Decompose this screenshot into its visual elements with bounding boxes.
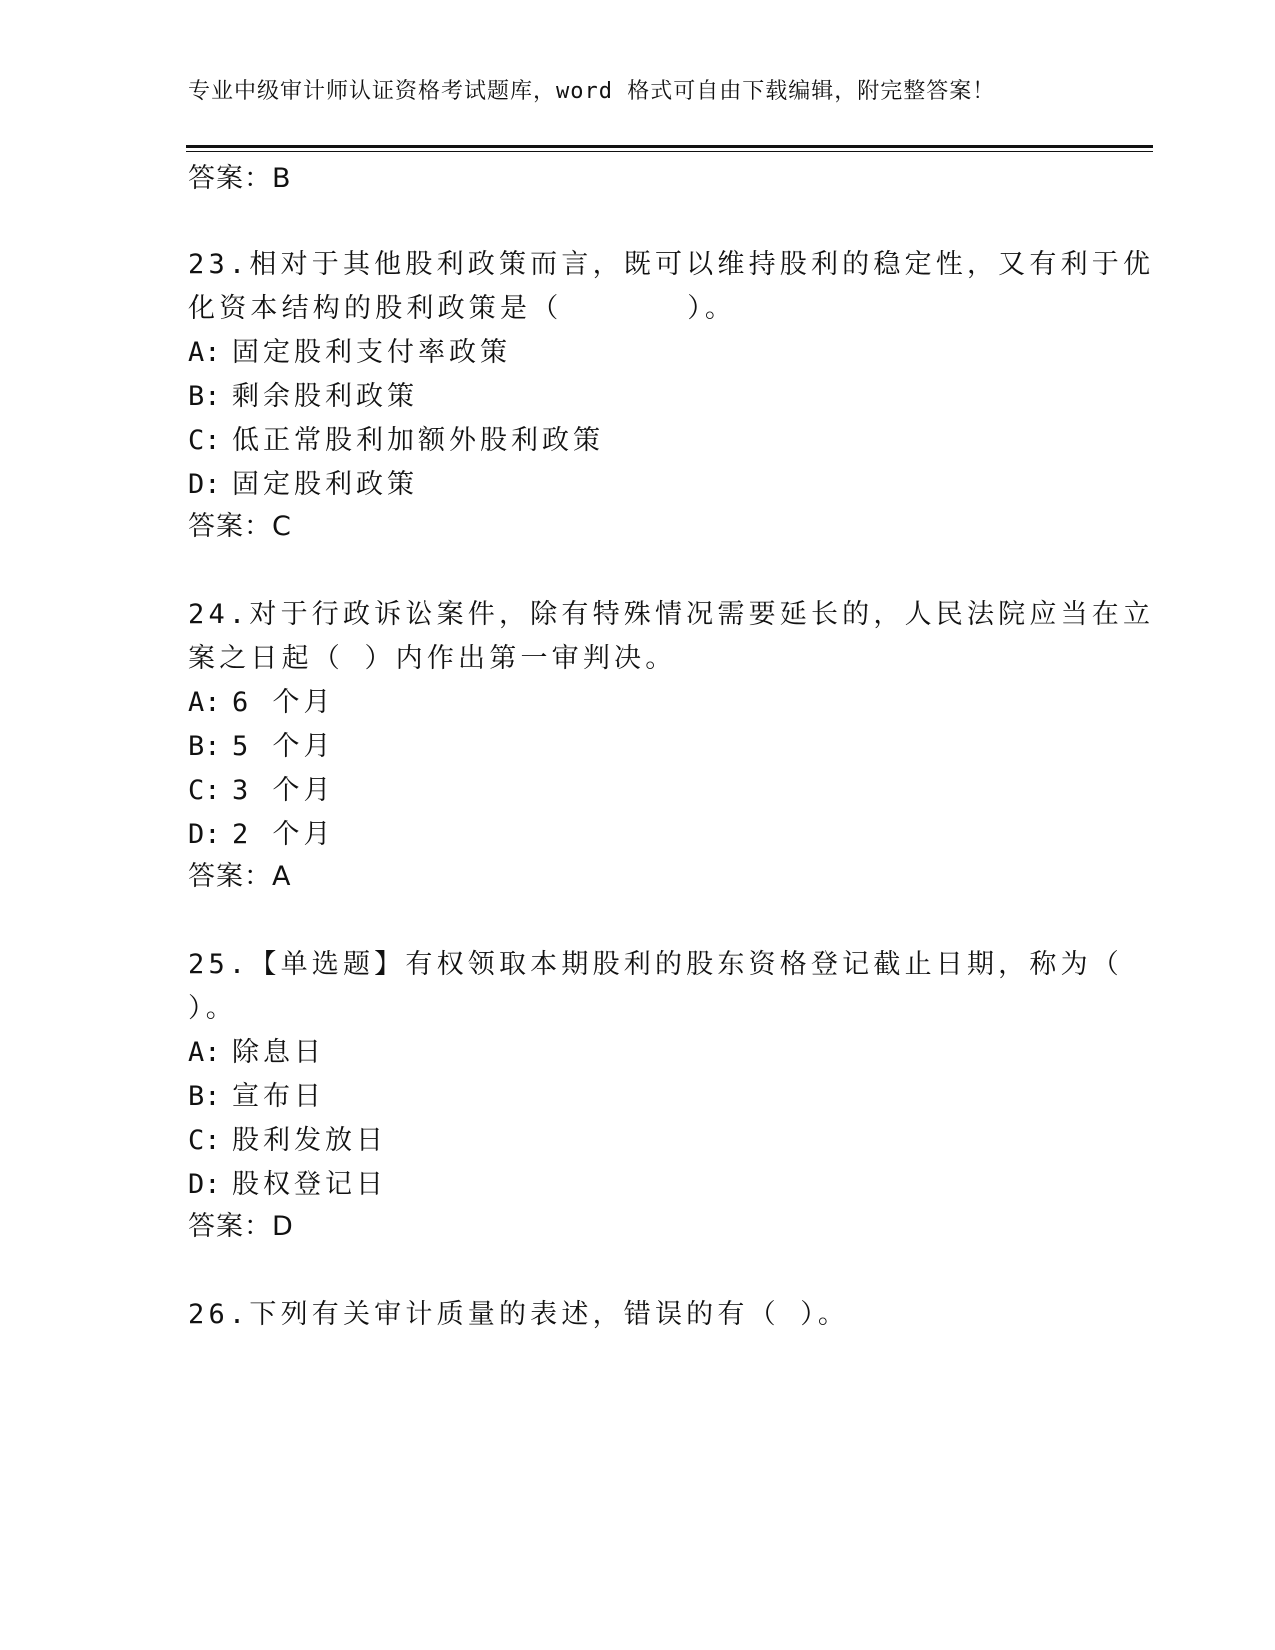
option-label: A: (188, 687, 221, 718)
option-label: B: (188, 731, 221, 762)
option-label: B: (188, 381, 221, 412)
question-23-answer: 答案：C (188, 511, 292, 542)
question-25-answer: 答案：D (188, 1211, 294, 1242)
question-23-line-2: 化资本结构的股利政策是（ ）。 (188, 293, 737, 324)
question-25-option-b (188, 1074, 325, 1113)
question-24-option-a (188, 680, 335, 719)
option-text: 2 个月 (232, 819, 335, 850)
option-label: A: (188, 1037, 221, 1068)
option-label: C: (188, 775, 221, 806)
question-23-option-c (188, 418, 604, 457)
answer-prev: 答案：B (188, 163, 292, 194)
question-23-option-b (188, 374, 418, 413)
option-text: 除息日 (232, 1037, 325, 1068)
header-rule-thick (186, 145, 1153, 148)
option-text: 3 个月 (232, 775, 335, 806)
option-text: 6 个月 (232, 687, 335, 718)
option-label: C: (188, 425, 221, 456)
option-text: 固定股利支付率政策 (232, 337, 511, 368)
question-25-option-c (188, 1118, 387, 1157)
question-26-line-1: 26.下列有关审计质量的表述，错误的有（ ）。 (188, 1299, 850, 1330)
question-24-option-b (188, 724, 335, 763)
option-label: C: (188, 1125, 221, 1156)
option-text: 股权登记日 (232, 1169, 387, 1200)
option-text: 低正常股利加额外股利政策 (232, 425, 604, 456)
option-text: 5 个月 (232, 731, 335, 762)
option-text: 固定股利政策 (232, 469, 418, 500)
question-24-answer: 答案：A (188, 861, 292, 892)
question-23-line-1: 23.相对于其他股利政策而言，既可以维持股利的稳定性，又有利于优 (188, 249, 1155, 280)
question-23-option-a (188, 330, 511, 369)
question-24-option-d (188, 812, 335, 851)
question-25-option-a (188, 1030, 325, 1069)
option-label: D: (188, 1169, 221, 1200)
option-text: 股利发放日 (232, 1125, 387, 1156)
option-text: 剩余股利政策 (232, 381, 418, 412)
question-25-option-d (188, 1162, 387, 1201)
question-24-line-2: 案之日起（ ）内作出第一审判决。 (188, 643, 677, 674)
header-rule-thin (186, 151, 1153, 152)
option-label: D: (188, 819, 221, 850)
page-header: 专业中级审计师认证资格考试题库，word 格式可自由下载编辑，附完整答案！ (188, 79, 996, 104)
option-label: D: (188, 469, 221, 500)
question-25-line-1: 25.【单选题】有权领取本期股利的股东资格登记截止日期，称为（ (188, 949, 1123, 980)
question-25-line-2: ）。 (188, 993, 237, 1024)
question-23-option-d (188, 462, 418, 501)
question-24-line-1: 24.对于行政诉讼案件，除有特殊情况需要延长的，人民法院应当在立 (188, 599, 1155, 630)
question-24-option-c (188, 768, 335, 807)
option-text: 宣布日 (232, 1081, 325, 1112)
option-label: B: (188, 1081, 221, 1112)
option-label: A: (188, 337, 221, 368)
